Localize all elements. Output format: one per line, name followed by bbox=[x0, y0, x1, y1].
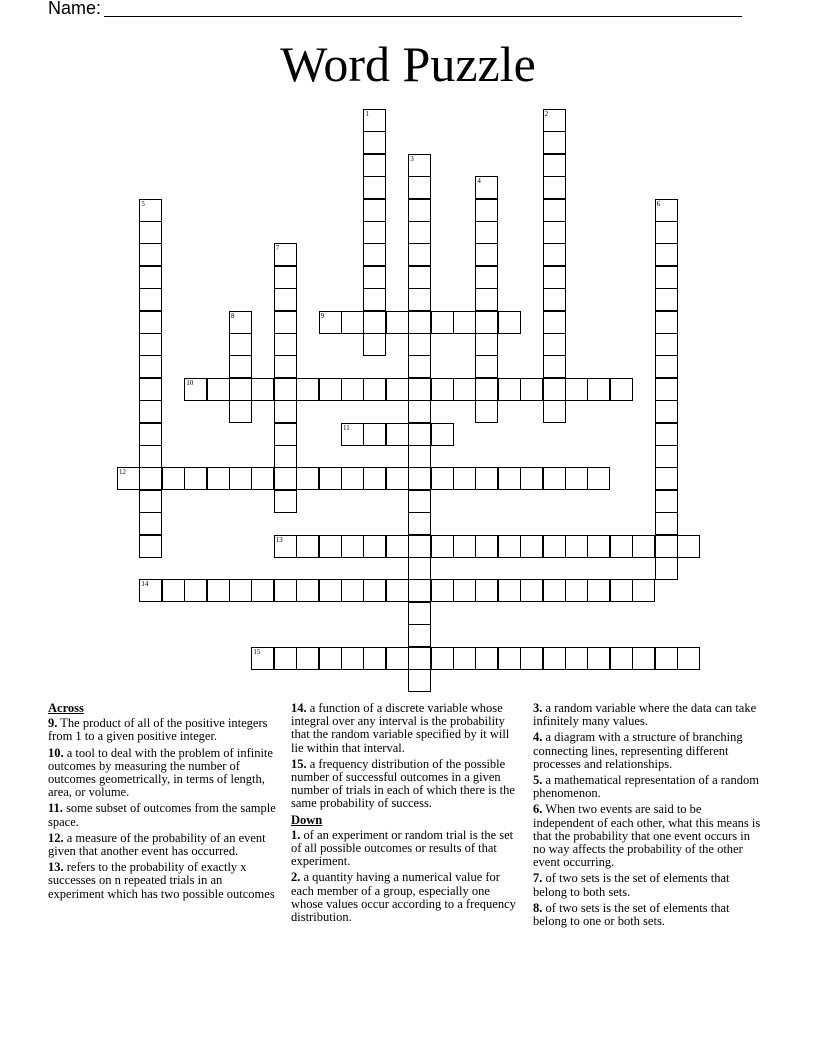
grid-cell[interactable] bbox=[431, 311, 454, 334]
grid-cell[interactable] bbox=[520, 647, 543, 670]
grid-cell[interactable] bbox=[498, 311, 521, 334]
grid-cell[interactable] bbox=[319, 579, 342, 602]
clue-number: 7 bbox=[275, 244, 280, 253]
clue-item-number: 8. bbox=[533, 900, 543, 915]
grid-cell[interactable] bbox=[565, 579, 588, 602]
clue-column-3 bbox=[533, 702, 765, 931]
grid-cell[interactable] bbox=[632, 647, 655, 670]
grid-cell[interactable] bbox=[543, 199, 566, 222]
grid-cell[interactable] bbox=[475, 355, 498, 378]
grid-cell[interactable] bbox=[655, 490, 678, 513]
grid-cell[interactable] bbox=[341, 579, 364, 602]
grid-cell[interactable] bbox=[520, 535, 543, 558]
grid-cell[interactable] bbox=[543, 333, 566, 356]
grid-cell[interactable] bbox=[655, 243, 678, 266]
grid-cell[interactable] bbox=[117, 467, 140, 490]
grid-cell[interactable] bbox=[296, 647, 319, 670]
grid-cell[interactable] bbox=[162, 467, 185, 490]
grid-cell[interactable] bbox=[274, 243, 297, 266]
grid-cell[interactable] bbox=[139, 243, 162, 266]
grid-cell[interactable] bbox=[386, 311, 409, 334]
clue-number: 10 bbox=[186, 378, 194, 387]
grid-cell[interactable] bbox=[610, 378, 633, 401]
grid-cell[interactable] bbox=[386, 535, 409, 558]
grid-cell[interactable] bbox=[475, 579, 498, 602]
grid-cell[interactable] bbox=[543, 109, 566, 132]
grid-cell[interactable] bbox=[498, 647, 521, 670]
grid-cell[interactable] bbox=[207, 378, 230, 401]
clue-item bbox=[533, 702, 765, 728]
grid-cell[interactable] bbox=[139, 490, 162, 513]
grid-cell[interactable] bbox=[341, 378, 364, 401]
grid-cell[interactable] bbox=[251, 579, 274, 602]
grid-cell[interactable] bbox=[386, 423, 409, 446]
clue-number: 12 bbox=[119, 468, 126, 477]
clue-item bbox=[291, 758, 523, 811]
grid-cell[interactable] bbox=[363, 311, 386, 334]
grid-cell[interactable] bbox=[408, 557, 431, 580]
grid-cell[interactable] bbox=[431, 579, 454, 602]
grid-cell[interactable] bbox=[475, 647, 498, 670]
grid-cell[interactable] bbox=[655, 378, 678, 401]
grid-cell[interactable] bbox=[498, 579, 521, 602]
grid-cell[interactable] bbox=[139, 423, 162, 446]
clue-item-text: a diagram with a structure of branching connecting lines, representing different processes and relationships. bbox=[533, 730, 743, 771]
grid-cell[interactable] bbox=[543, 647, 566, 670]
grid-cell[interactable] bbox=[319, 467, 342, 490]
grid-cell[interactable] bbox=[475, 266, 498, 289]
grid-cell[interactable] bbox=[274, 333, 297, 356]
clue-number: 3 bbox=[410, 154, 414, 163]
clue-item-number: 11. bbox=[48, 801, 63, 816]
grid-cell[interactable] bbox=[543, 311, 566, 334]
grid-cell[interactable] bbox=[408, 423, 431, 446]
grid-cell[interactable] bbox=[408, 333, 431, 356]
grid-cell[interactable] bbox=[296, 467, 319, 490]
grid-cell[interactable] bbox=[229, 355, 252, 378]
clue-item-text: a random variable where the data can take infinitely many values. bbox=[533, 701, 757, 729]
grid-cell[interactable] bbox=[408, 243, 431, 266]
grid-cell[interactable] bbox=[475, 221, 498, 244]
grid-cell[interactable] bbox=[498, 467, 521, 490]
grid-cell[interactable] bbox=[408, 624, 431, 647]
grid-cell[interactable] bbox=[363, 467, 386, 490]
grid-cell[interactable] bbox=[341, 467, 364, 490]
clue-item-text: refers to the probability of exactly x successes on n repeated trials in an experiment which has two possible outcomes bbox=[48, 860, 275, 901]
grid-cell[interactable] bbox=[363, 647, 386, 670]
clue-number: 11 bbox=[343, 423, 350, 432]
grid-cell[interactable] bbox=[386, 467, 409, 490]
grid-cell[interactable] bbox=[274, 378, 297, 401]
grid-cell[interactable] bbox=[139, 579, 162, 602]
grid-cell[interactable] bbox=[274, 535, 297, 558]
clue-item-number: 7. bbox=[533, 871, 543, 886]
grid-cell[interactable] bbox=[431, 535, 454, 558]
grid-cell[interactable] bbox=[274, 288, 297, 311]
grid-cell[interactable] bbox=[565, 647, 588, 670]
grid-cell[interactable] bbox=[431, 647, 454, 670]
grid-cell[interactable] bbox=[543, 243, 566, 266]
grid-cell[interactable] bbox=[274, 647, 297, 670]
grid-cell[interactable] bbox=[363, 154, 386, 177]
grid-cell[interactable] bbox=[139, 378, 162, 401]
grid-cell[interactable] bbox=[475, 378, 498, 401]
page-title: Word Puzzle bbox=[280, 36, 536, 92]
grid-cell[interactable] bbox=[319, 378, 342, 401]
grid-cell[interactable] bbox=[655, 311, 678, 334]
grid-cell[interactable] bbox=[453, 378, 476, 401]
grid-cell[interactable] bbox=[139, 266, 162, 289]
grid-cell[interactable] bbox=[229, 579, 252, 602]
clue-item bbox=[291, 702, 523, 755]
grid-cell[interactable] bbox=[229, 378, 252, 401]
grid-cell[interactable] bbox=[341, 423, 364, 446]
grid-cell[interactable] bbox=[655, 647, 678, 670]
grid-cell[interactable] bbox=[184, 579, 207, 602]
clue-item-number: 6. bbox=[533, 802, 543, 817]
grid-cell[interactable] bbox=[251, 467, 274, 490]
grid-cell[interactable] bbox=[543, 176, 566, 199]
grid-cell[interactable] bbox=[341, 647, 364, 670]
clue-item bbox=[48, 802, 280, 828]
grid-cell[interactable] bbox=[475, 311, 498, 334]
grid-cell[interactable] bbox=[363, 243, 386, 266]
grid-cell[interactable] bbox=[543, 355, 566, 378]
grid-cell[interactable] bbox=[543, 467, 566, 490]
grid-cell[interactable] bbox=[139, 333, 162, 356]
grid-cell[interactable] bbox=[274, 445, 297, 468]
clue-item-number: 3. bbox=[533, 701, 543, 715]
grid-cell[interactable] bbox=[565, 378, 588, 401]
clue-item-text: of an experiment or random trial is the set of all possible outcomes or results of that experiment. bbox=[291, 827, 514, 869]
grid-cell[interactable] bbox=[408, 266, 431, 289]
grid-cell[interactable] bbox=[610, 579, 633, 602]
grid-cell[interactable] bbox=[655, 400, 678, 423]
grid-cell[interactable] bbox=[655, 221, 678, 244]
grid-cell[interactable] bbox=[632, 535, 655, 558]
grid-cell[interactable] bbox=[655, 333, 678, 356]
grid-cell[interactable] bbox=[543, 535, 566, 558]
grid-cell[interactable] bbox=[408, 378, 431, 401]
grid-cell[interactable] bbox=[296, 535, 319, 558]
grid-cell[interactable] bbox=[610, 535, 633, 558]
grid-cell[interactable] bbox=[251, 378, 274, 401]
grid-cell[interactable] bbox=[319, 535, 342, 558]
grid-cell[interactable] bbox=[543, 131, 566, 154]
grid-cell[interactable] bbox=[139, 221, 162, 244]
grid-cell[interactable] bbox=[363, 131, 386, 154]
clue-item bbox=[533, 902, 765, 928]
clue-item-number: 10. bbox=[48, 745, 64, 760]
grid-cell[interactable] bbox=[274, 355, 297, 378]
grid-cell[interactable] bbox=[408, 311, 431, 334]
grid-cell[interactable] bbox=[498, 378, 521, 401]
grid-cell[interactable] bbox=[408, 221, 431, 244]
clue-number: 4 bbox=[477, 177, 481, 186]
clue-item-number: 14. bbox=[291, 701, 307, 715]
clue-number: 5 bbox=[141, 199, 145, 208]
grid-cell[interactable] bbox=[408, 199, 431, 222]
grid-cell[interactable] bbox=[655, 423, 678, 446]
clue-item-text: When two events are said to be independent of each other, what this means is that the probability that one event occurs in no way affects the probability of the other event occurring. bbox=[533, 802, 761, 870]
grid-cell[interactable] bbox=[408, 176, 431, 199]
grid-cell[interactable] bbox=[587, 535, 610, 558]
clue-number: 13 bbox=[275, 535, 283, 544]
clue-item-number: 12. bbox=[48, 830, 64, 845]
grid-cell[interactable] bbox=[139, 467, 162, 490]
clue-item-text: The product of all of the positive integers from 1 to a given positive integer. bbox=[48, 716, 268, 744]
clue-number: 1 bbox=[365, 110, 369, 118]
grid-cell[interactable] bbox=[207, 467, 230, 490]
clue-item-text: a tool to deal with the problem of infinite outcomes by measuring the number of outcomes geometrically, in terms of length, area, or volume. bbox=[48, 745, 273, 800]
grid-cell[interactable] bbox=[543, 579, 566, 602]
grid-cell[interactable] bbox=[453, 647, 476, 670]
clue-heading: Down bbox=[291, 812, 323, 827]
grid-cell[interactable] bbox=[408, 288, 431, 311]
clue-item bbox=[291, 871, 523, 924]
grid-cell[interactable] bbox=[363, 109, 386, 132]
grid-cell[interactable] bbox=[139, 445, 162, 468]
grid-cell[interactable] bbox=[453, 535, 476, 558]
grid-cell[interactable] bbox=[655, 266, 678, 289]
grid-cell[interactable] bbox=[363, 221, 386, 244]
clue-item bbox=[533, 803, 765, 869]
grid-cell[interactable] bbox=[274, 579, 297, 602]
grid-cell[interactable] bbox=[587, 647, 610, 670]
grid-cell[interactable] bbox=[408, 669, 431, 692]
grid-cell[interactable] bbox=[655, 512, 678, 535]
clue-item-text: a frequency distribution of the possible number of successful outcomes in a given number of trials in each of which there is the same probability of success. bbox=[291, 756, 515, 811]
grid-cell[interactable] bbox=[363, 579, 386, 602]
grid-cell[interactable] bbox=[386, 378, 409, 401]
clue-heading: Across bbox=[48, 701, 84, 715]
grid-cell[interactable] bbox=[431, 378, 454, 401]
grid-cell[interactable] bbox=[139, 535, 162, 558]
grid-cell[interactable] bbox=[453, 467, 476, 490]
grid-cell[interactable] bbox=[162, 579, 185, 602]
grid-cell[interactable] bbox=[431, 423, 454, 446]
clue-item-number: 9. bbox=[48, 716, 58, 731]
grid-cell[interactable] bbox=[543, 266, 566, 289]
clue-item-text: of two sets is the set of elements that belong to both sets. bbox=[533, 871, 730, 899]
grid-cell[interactable] bbox=[341, 535, 364, 558]
grid-cell[interactable] bbox=[543, 154, 566, 177]
clue-item bbox=[48, 861, 280, 901]
grid-cell[interactable] bbox=[363, 333, 386, 356]
grid-cell[interactable] bbox=[229, 311, 252, 334]
grid-cell[interactable] bbox=[543, 400, 566, 423]
grid-cell[interactable] bbox=[408, 355, 431, 378]
clue-item-text: a measure of the probability of an event given that another event has occurred. bbox=[48, 830, 266, 859]
grid-cell[interactable] bbox=[431, 467, 454, 490]
grid-cell[interactable] bbox=[677, 535, 700, 558]
grid-cell[interactable] bbox=[543, 288, 566, 311]
grid-cell[interactable] bbox=[408, 512, 431, 535]
clue-column-2 bbox=[291, 702, 523, 927]
clue-item-text: of two sets is the set of elements that belong to one or both sets. bbox=[533, 900, 730, 929]
clue-number: 14 bbox=[141, 580, 149, 589]
grid-cell[interactable] bbox=[475, 199, 498, 222]
grid-cell[interactable] bbox=[543, 378, 566, 401]
grid-cell[interactable] bbox=[408, 490, 431, 513]
grid-cell[interactable] bbox=[408, 535, 431, 558]
grid-cell[interactable] bbox=[386, 647, 409, 670]
clue-item bbox=[48, 717, 280, 743]
grid-cell[interactable] bbox=[296, 378, 319, 401]
grid-cell[interactable] bbox=[274, 490, 297, 513]
grid-cell[interactable] bbox=[475, 243, 498, 266]
clue-number: 15 bbox=[253, 647, 261, 656]
grid-cell[interactable] bbox=[475, 333, 498, 356]
grid-cell[interactable] bbox=[655, 535, 678, 558]
clue-column-1 bbox=[48, 702, 280, 904]
clue-item bbox=[533, 731, 765, 771]
clue-item bbox=[48, 747, 280, 800]
grid-cell[interactable] bbox=[677, 647, 700, 670]
grid-cell[interactable] bbox=[655, 288, 678, 311]
grid-cell[interactable] bbox=[319, 311, 342, 334]
grid-cell[interactable] bbox=[386, 579, 409, 602]
grid-cell[interactable] bbox=[408, 154, 431, 177]
grid-cell[interactable] bbox=[408, 647, 431, 670]
grid-cell[interactable] bbox=[229, 467, 252, 490]
grid-cell[interactable] bbox=[655, 199, 678, 222]
grid-cell[interactable] bbox=[319, 647, 342, 670]
grid-cell[interactable] bbox=[655, 557, 678, 580]
grid-cell[interactable] bbox=[363, 288, 386, 311]
clue-number: 2 bbox=[544, 110, 549, 118]
clue-item-text: a function of a discrete variable whose integral over any interval is the probability that the random variable specified by it will lie within that interval. bbox=[291, 701, 510, 755]
grid-cell[interactable] bbox=[543, 221, 566, 244]
grid-cell[interactable] bbox=[655, 467, 678, 490]
grid-cell[interactable] bbox=[520, 378, 543, 401]
grid-cell[interactable] bbox=[184, 378, 207, 401]
grid-cell[interactable] bbox=[453, 311, 476, 334]
grid-cell[interactable] bbox=[587, 378, 610, 401]
grid-cell[interactable] bbox=[408, 400, 431, 423]
grid-cell[interactable] bbox=[363, 423, 386, 446]
grid-cell[interactable] bbox=[475, 467, 498, 490]
grid-cell[interactable] bbox=[139, 512, 162, 535]
grid-cell[interactable] bbox=[408, 445, 431, 468]
grid-cell[interactable] bbox=[453, 579, 476, 602]
clue-item bbox=[48, 832, 280, 858]
grid-cell[interactable] bbox=[139, 288, 162, 311]
grid-cell[interactable] bbox=[520, 579, 543, 602]
grid-cell[interactable] bbox=[363, 176, 386, 199]
grid-cell[interactable] bbox=[363, 535, 386, 558]
grid-cell[interactable] bbox=[341, 311, 364, 334]
grid-cell[interactable] bbox=[229, 333, 252, 356]
clue-item-number: 13. bbox=[48, 860, 64, 875]
grid-cell[interactable] bbox=[475, 288, 498, 311]
grid-cell[interactable] bbox=[274, 311, 297, 334]
grid-cell[interactable] bbox=[587, 579, 610, 602]
grid-cell[interactable] bbox=[610, 647, 633, 670]
grid-cell[interactable] bbox=[274, 423, 297, 446]
clue-item-text: some subset of outcomes from the sample space. bbox=[48, 801, 276, 829]
grid-cell[interactable] bbox=[632, 579, 655, 602]
grid-cell[interactable] bbox=[655, 445, 678, 468]
grid-cell[interactable] bbox=[363, 378, 386, 401]
clue-item-number: 4. bbox=[533, 730, 543, 745]
grid-cell[interactable] bbox=[475, 176, 498, 199]
clue-item-text: a mathematical representation of a random phenomenon. bbox=[533, 773, 759, 801]
clue-item-number: 1. bbox=[291, 827, 301, 842]
clue-item bbox=[533, 872, 765, 898]
clue-item-number: 2. bbox=[291, 870, 301, 885]
name-label: Name: bbox=[48, 0, 102, 18]
grid-cell[interactable] bbox=[475, 535, 498, 558]
grid-cell[interactable] bbox=[139, 355, 162, 378]
clue-number: 9 bbox=[320, 311, 325, 320]
grid-cell[interactable] bbox=[408, 467, 431, 490]
grid-cell[interactable] bbox=[229, 400, 252, 423]
clue-number: 8 bbox=[231, 311, 235, 320]
grid-cell[interactable] bbox=[408, 602, 431, 625]
grid-cell[interactable] bbox=[274, 467, 297, 490]
grid-cell[interactable] bbox=[139, 400, 162, 423]
grid-cell[interactable] bbox=[184, 467, 207, 490]
grid-cell[interactable] bbox=[565, 467, 588, 490]
grid-cell[interactable] bbox=[207, 579, 230, 602]
grid-cell[interactable] bbox=[587, 467, 610, 490]
grid-cell[interactable] bbox=[139, 199, 162, 222]
grid-cell[interactable] bbox=[408, 579, 431, 602]
grid-cell[interactable] bbox=[475, 400, 498, 423]
grid-cell[interactable] bbox=[363, 199, 386, 222]
grid-cell[interactable] bbox=[498, 535, 521, 558]
clue-number: 6 bbox=[656, 199, 661, 208]
grid-cell[interactable] bbox=[274, 266, 297, 289]
grid-cell[interactable] bbox=[251, 647, 274, 670]
clue-item-text: a quantity having a numerical value for each member of a group, especially one whose values occur according to a frequency distribution. bbox=[291, 870, 516, 925]
grid-cell[interactable] bbox=[565, 535, 588, 558]
grid-cell[interactable] bbox=[274, 400, 297, 423]
grid-cell[interactable] bbox=[139, 311, 162, 334]
clue-item-number: 5. bbox=[533, 773, 543, 788]
grid-cell[interactable] bbox=[296, 579, 319, 602]
grid-cell[interactable] bbox=[655, 355, 678, 378]
clue-item bbox=[291, 829, 523, 869]
grid-cell[interactable] bbox=[520, 467, 543, 490]
grid-cell[interactable] bbox=[363, 266, 386, 289]
clue-item-number: 15. bbox=[291, 756, 307, 771]
clue-item bbox=[533, 774, 765, 800]
